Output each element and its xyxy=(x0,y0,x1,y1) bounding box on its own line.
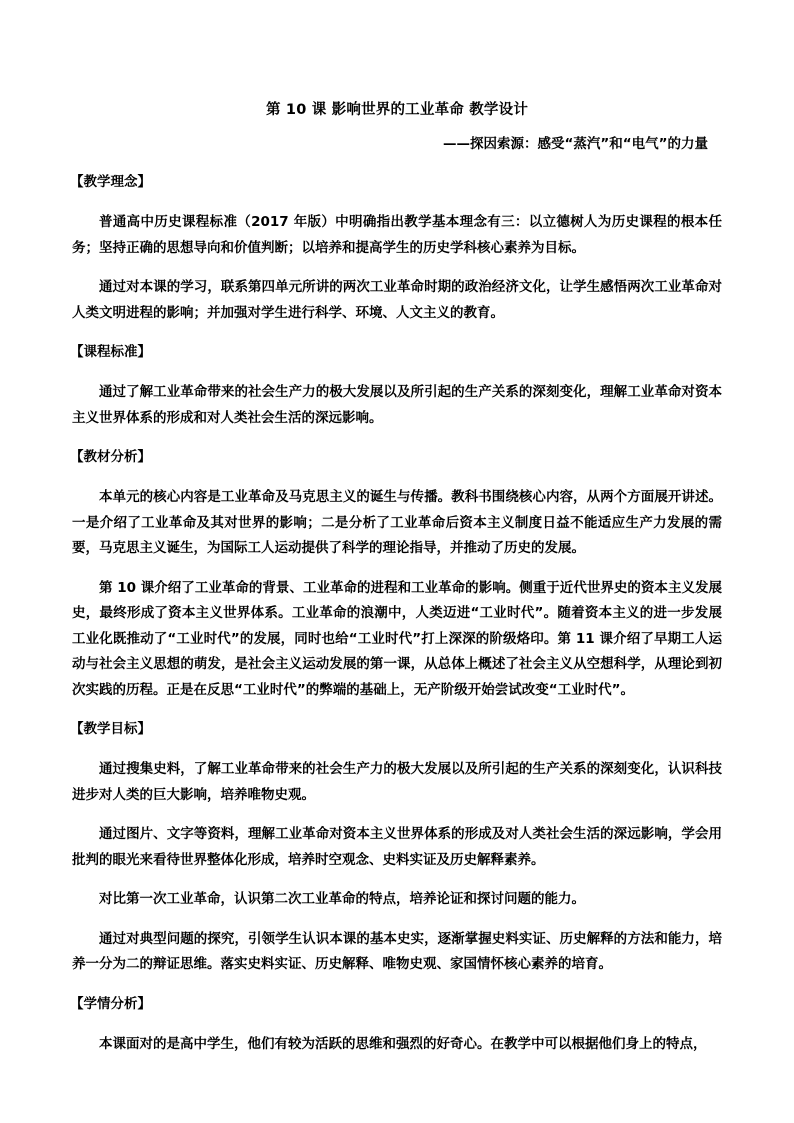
paragraph: 通过对本课的学习，联系第四单元所讲的两次工业革命时期的政治经济文化，让学生感悟两次工业革命对人类文明进程的影响；并加强对学生进行科学、环境、人文主义的教育。 xyxy=(72,279,722,321)
document-subtitle: ——探因索源：感受“蒸汽”和“电气”的力量 xyxy=(443,136,708,152)
paragraph: 第 10 课介绍了工业革命的背景、工业革命的进程和工业革命的影响。侧重于近代世界史的资本主义发展史，最终形成了资本主义世界体系。工业革命的浪潮中，人类迈进“工业时代”。随着资本主义的进一步发展工业化既推动了“工业时代”的发展，同时也给“工业时代”打上深深的阶级烙印。第 11 课介绍了早期工人运动与社会主义思想的萌发，是社会主义运动发展的第一课，从总体上概述了社会主义从空想科学，从理论到初次实践的历程。正是在反思“工业时代”的弊端的基础上，无产阶级开始尝试改变“工业时代”。 xyxy=(72,579,722,698)
section-curriculum-standard xyxy=(72,342,722,431)
paragraph: 普通高中历史课程标准（2017 年版）中明确指出教学基本理念有三：以立德树人为历史课程的根本任务；坚持正确的思想导向和价值判断；以培养和提高学生的历史学科核心素养为目标。 xyxy=(72,214,722,256)
section-student-analysis xyxy=(72,994,722,1058)
section-heading: 【学情分析】 xyxy=(70,995,151,1012)
paragraph: 通过了解工业革命带来的社会生产力的极大发展以及所引起的生产关系的深刻变化，理解工业革命对资本主义世界体系的形成和对人类社会生活的深远影响。 xyxy=(72,384,722,426)
section-textbook-analysis xyxy=(72,447,722,703)
section-heading: 【课程标准】 xyxy=(70,344,151,360)
section-heading: 【教学目标】 xyxy=(70,721,151,737)
paragraph: 通过对典型问题的探究，引领学生认识本课的基本史实，逐渐掌握史料实证、历史解释的方法和能力，培养一分为二的辩证思维。落实史料实证、历史解释、唯物史观、家国情怀核心素养的培育。 xyxy=(72,930,722,972)
document-title: 第 10 课 影响世界的工业革命 教学设计 xyxy=(265,102,529,118)
document-body xyxy=(72,172,722,1073)
section-teaching-objectives xyxy=(72,719,722,978)
paragraph: 通过搜集史料，了解工业革命带来的社会生产力的极大发展以及所引起的生产关系的深刻变化，认识科技进步对人类的巨大影响，培养唯物史观。 xyxy=(72,761,722,803)
paragraph: 通过图片、文字等资料，理解工业革命对资本主义世界体系的形成及对人类社会生活的深远影响，学会用批判的眼光来看待世界整体化形成，培养时空观念、史料实证及历史解释素养。 xyxy=(72,826,722,868)
section-heading: 【教学理念】 xyxy=(70,174,151,190)
paragraph: 本课面对的是高中学生，他们有较为活跃的思维和强烈的好奇心。在教学中可以根据他们身上的特点， xyxy=(99,1035,707,1052)
paragraph: 本单元的核心内容是工业革命及马克思主义的诞生与传播。教科书围绕核心内容，从两个方面展开讲述。一是介绍了工业革命及其对世界的影响；二是分析了工业革命后资本主义制度日益不能适应生产力发展的需要，马克思主义诞生，为国际工人运动提供了科学的理论指导，并推动了历史的发展。 xyxy=(72,489,722,556)
paragraph: 对比第一次工业革命，认识第二次工业革命的特点，培养论证和探讨问题的能力。 xyxy=(99,891,585,907)
section-heading: 【教材分析】 xyxy=(70,449,151,465)
section-teaching-philosophy xyxy=(72,172,722,326)
